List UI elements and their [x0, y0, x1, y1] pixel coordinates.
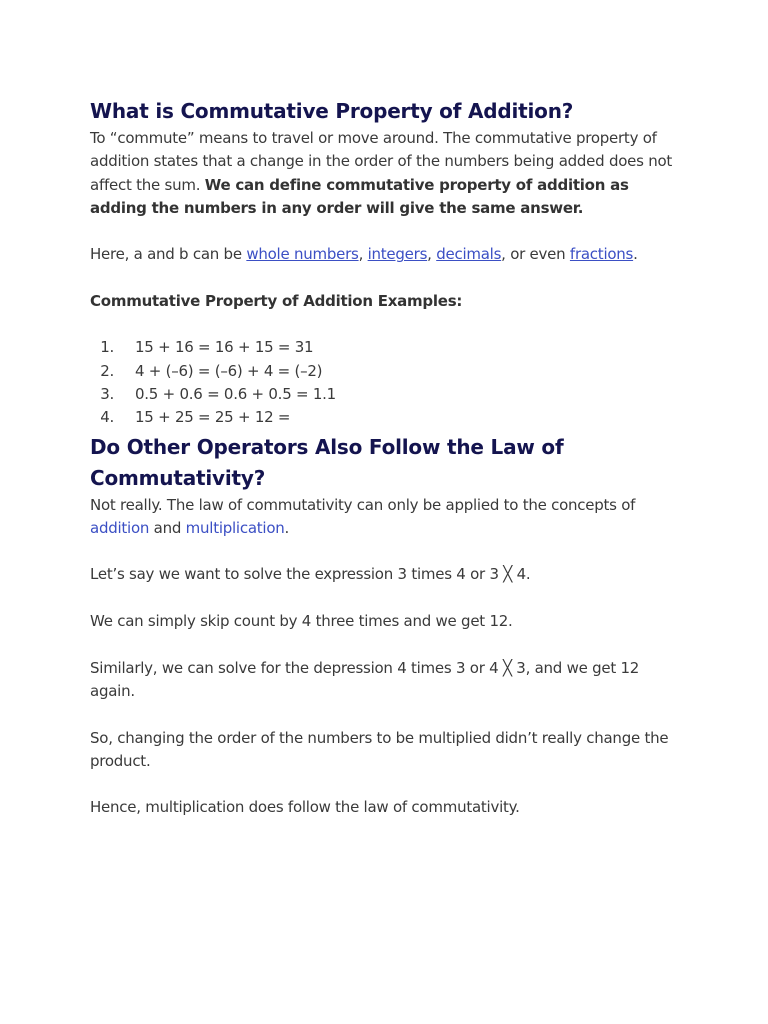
list-text: 15 + 25 = 25 + 12 =: [135, 408, 291, 427]
section-title-commutative-addition: What is Commutative Property of Addition?: [90, 99, 574, 123]
list-item: [90, 383, 680, 406]
operators-text: Not really. The law of commutativity can only be applied to the concepts of: [90, 495, 636, 514]
separator: ,: [427, 245, 437, 264]
list-item: [90, 336, 680, 359]
examples-list-container: [90, 336, 680, 429]
period: .: [284, 518, 290, 537]
operators-paragraph: [90, 494, 680, 541]
intro-text: To “commute” means to travel or move around. The commutative property of addition states that a change in the order of the numbers being added does not affect the sum.: [90, 129, 673, 194]
section-title-other-operators: Do Other Operators Also Follow the Law of Commutativity?: [90, 434, 564, 490]
intro-bold-definition: We can define commutative property of addition as adding the numbers in any order will give the same answer.: [90, 175, 629, 217]
list-number: 1.: [100, 338, 114, 357]
number-types-prefix: Here, a and b can be: [90, 245, 247, 264]
link-whole-numbers[interactable]: whole numbers: [246, 245, 359, 264]
similarly-paragraph: Similarly, we can solve for the depression 4 times 3 or 4 ╳ 3, and we get 12 again.: [90, 658, 640, 700]
examples-list: [90, 336, 680, 429]
intro-paragraph: [90, 127, 680, 220]
link-fractions[interactable]: fractions: [569, 245, 634, 264]
list-item: [90, 360, 680, 383]
list-number: 4.: [100, 408, 114, 427]
list-text: 15 + 16 = 16 + 15 = 31: [135, 338, 314, 357]
separator: , or even: [501, 245, 570, 264]
separator: ,: [358, 245, 368, 264]
order-change-paragraph: So, changing the order of the numbers to be multiplied didn’t really change the product.: [90, 728, 669, 770]
conclusion-paragraph: Hence, multiplication does follow the law of commutativity.: [90, 798, 520, 817]
list-number: 3.: [100, 384, 114, 403]
skip-count-paragraph: We can simply skip count by 4 three times and we get 12.: [90, 612, 513, 631]
link-multiplication[interactable]: multiplication: [185, 518, 285, 537]
document-page: [90, 96, 680, 820]
list-text: 4 + (–6) = (–6) + 4 = (–2): [135, 361, 323, 380]
expression-paragraph: Let’s say we want to solve the expression 3 times 4 or 3 ╳ 4.: [90, 565, 531, 584]
link-decimals[interactable]: decimals: [436, 245, 502, 264]
list-item: [90, 406, 680, 429]
period: .: [633, 245, 638, 264]
examples-heading: [90, 290, 680, 313]
conjunction: and: [149, 518, 186, 537]
examples-heading-text: Commutative Property of Addition Examples:: [90, 292, 463, 311]
number-types-paragraph: [90, 243, 680, 266]
list-number: 2.: [100, 361, 114, 380]
link-integers[interactable]: integers: [367, 245, 428, 264]
list-text: 0.5 + 0.6 = 0.6 + 0.5 = 1.1: [135, 384, 336, 403]
link-addition[interactable]: addition: [90, 518, 150, 537]
